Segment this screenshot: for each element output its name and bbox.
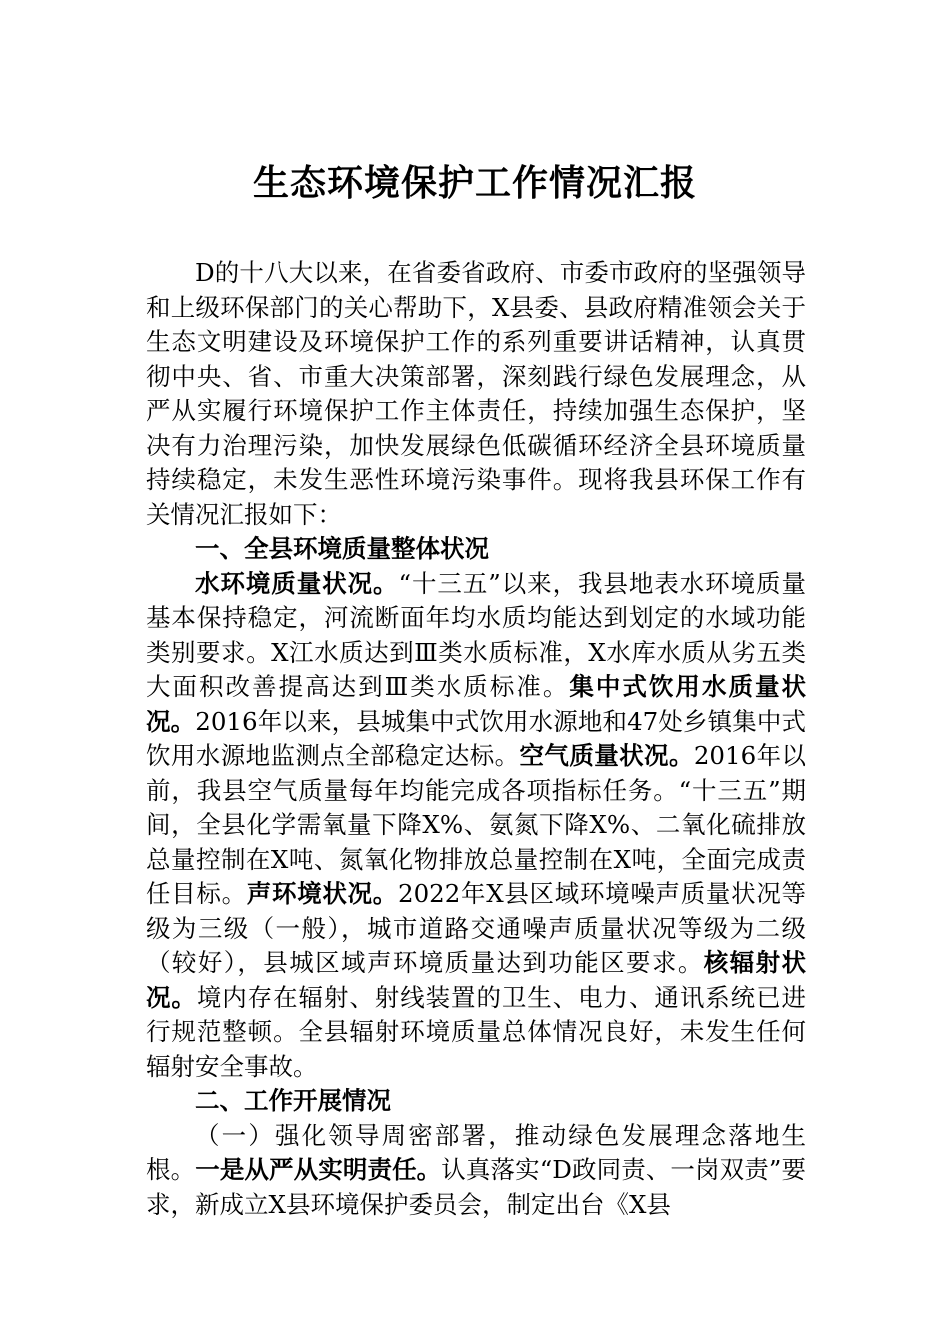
water-quality-label: 水环境质量状况。 — [195, 568, 399, 598]
work-paragraph — [146, 1119, 806, 1223]
subsection-1-text: （一）强化领导周密部署，推动绿色发展理念落地生根。 — [146, 1120, 806, 1184]
sound-environment-text: 2022年X县区域环境噪声质量状况等级为三级（一般），城市道路交通噪声质量状况等级为二级（较好），县城区域声环境质量达到功能区要求。 — [146, 879, 807, 977]
intro-paragraph: D的十八大以来，在省委省政府、市委市政府的坚强领导和上级环保部门的关心帮助下，X县委、县政府精准领会关于生态文明建设及环境保护工作的系列重要讲话精神，认真贯彻中央、省、市重大决策部署，深刻践行绿色发展理念，从严从实履行环境保护工作主体责任，持续加强生态保护，坚决有力治理污染，加快发展绿色低碳循环经济全县环境质量持续稳定，未发生恶性环境污染事件。现将我县环保工作有关情况汇报如下： — [146, 258, 806, 529]
water-quality-text: “十三五”以来，我县地表水环境质量基本保持稳定，河流断面年均水质均能达到划定的水域功能类别要求。X江水质达到Ⅲ类水质标准，X水库水质从劣五类大面积改善提高达到Ⅲ类水质标准。 — [146, 568, 806, 701]
environment-quality-paragraph — [146, 567, 806, 1085]
nuclear-radiation-text: 境内存在辐射、射线装置的卫生、电力、通讯系统已进行规范整顿。全县辐射环境质量总体情况良好，未发生任何辐射安全事故。 — [146, 982, 807, 1081]
section-heading-2: 二、工作开展情况 — [195, 1086, 391, 1115]
point-1-text: 认真落实“D政同责、一岗双责”要求，新成立X县环境保护委员会，制定出台《X县 — [146, 1155, 806, 1219]
drinking-water-text: 2016年以来，县城集中式饮用水源地和47处乡镇集中式饮用水源地监测点全部稳定达标。 — [146, 706, 806, 770]
nuclear-radiation-label: 核辐射状况。 — [146, 948, 807, 1012]
air-quality-text: 2016年以前，我县空气质量每年均能完成各项指标任务。“十三五”期间，全县化学需氧量下降X%、氨氮下降X%、二氧化硫排放总量控制在X吨、氮氧化物排放总量控制在X吨，全面完成责任目标。 — [146, 741, 806, 908]
sound-environment-label: 声环境状况。 — [246, 879, 398, 908]
document-body — [146, 256, 806, 1222]
section-heading-1: 一、全县环境质量整体状况 — [195, 534, 489, 563]
air-quality-label: 空气质量状况。 — [519, 741, 694, 770]
point-1-label: 一是从严从实明责任。 — [195, 1155, 442, 1184]
document-title: 生态环境保护工作情况汇报 — [252, 162, 697, 204]
drinking-water-label: 集中式饮用水质量状况。 — [146, 672, 806, 736]
